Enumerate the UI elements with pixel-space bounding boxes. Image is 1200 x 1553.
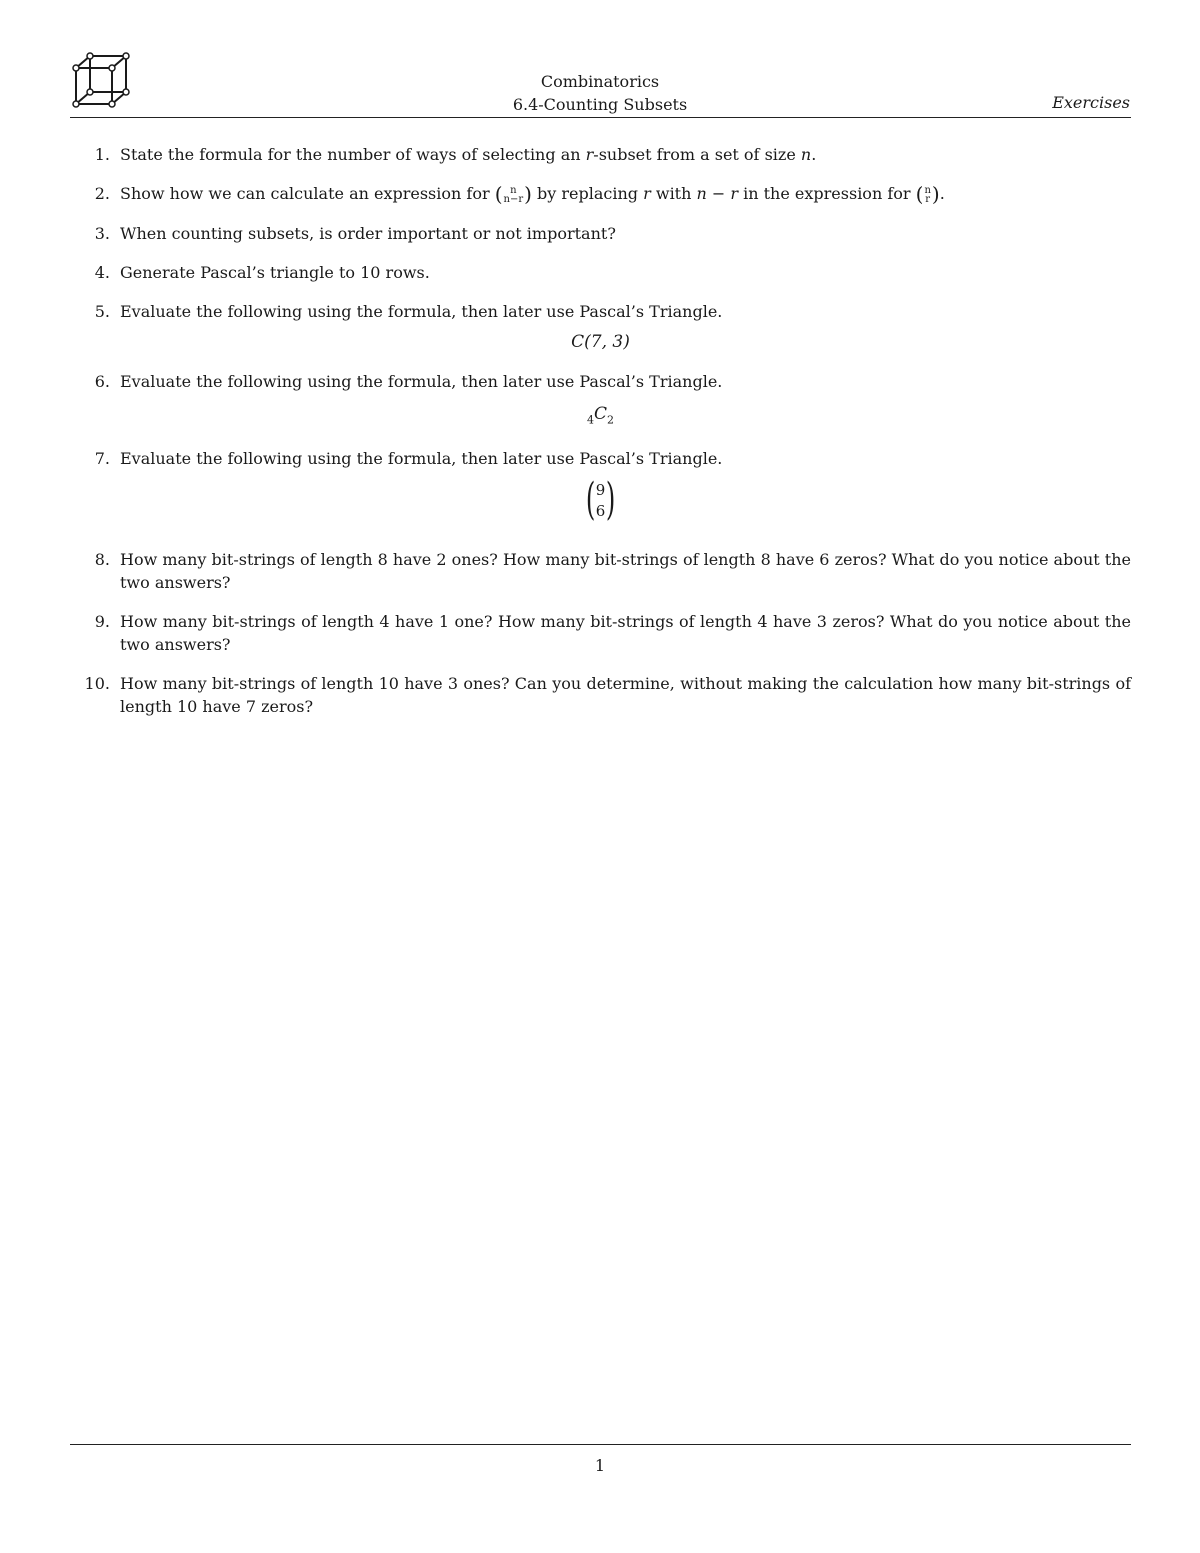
footer-rule bbox=[70, 1444, 1131, 1445]
exercise-number: 5. bbox=[94, 302, 110, 321]
exercise-text: with bbox=[650, 184, 697, 203]
document-title: Combinatorics bbox=[540, 72, 660, 91]
exercise-text: in the expression for bbox=[738, 184, 916, 203]
exercise-number: 3. bbox=[94, 224, 110, 243]
exercise-5 bbox=[70, 300, 1131, 354]
exercise-number: 1. bbox=[94, 145, 110, 164]
exercise-text: Show how we can calculate an expression for bbox=[120, 184, 495, 203]
exercise-number: 10. bbox=[84, 674, 110, 694]
page-number: 1 bbox=[594, 1456, 606, 1475]
exercise-text: State the formula for the number of ways of selecting an bbox=[120, 145, 586, 164]
exercise-number: 2. bbox=[94, 184, 110, 203]
binomial-coefficient: n r bbox=[924, 184, 931, 205]
document-subtitle: 6.4-Counting Subsets bbox=[512, 95, 688, 114]
math-var: r bbox=[643, 184, 651, 203]
exercise-8 bbox=[70, 548, 1131, 594]
exercise-1 bbox=[70, 143, 1131, 166]
exercise-text: Evaluate the following using the formula, then later use Pascal’s Triangle. bbox=[120, 372, 723, 391]
exercise-text: Generate Pascal’s triangle to 10 rows. bbox=[120, 263, 430, 282]
binomial-coefficient: ( 9 6 ) bbox=[585, 474, 616, 526]
exercise-number: 8. bbox=[94, 550, 110, 570]
exercise-text: . bbox=[811, 145, 817, 164]
exercise-text: When counting subsets, is order important or not important? bbox=[120, 224, 616, 243]
exercise-4 bbox=[70, 261, 1131, 284]
exercise-number: 7. bbox=[94, 449, 110, 469]
binomial-coefficient: n n−r bbox=[503, 184, 524, 205]
exercise-10 bbox=[70, 672, 1131, 718]
exercise-text: How many bit-strings of length 10 have 3 ones? Can you determine, without making the calculation how many bit-strings of length 10 have 7 zeros? bbox=[120, 674, 1131, 717]
display-math bbox=[70, 474, 1131, 532]
exercise-text: -subset from a set of size bbox=[593, 145, 801, 164]
exercise-number: 4. bbox=[94, 263, 110, 282]
page-header bbox=[0, 70, 1200, 116]
exercise-list bbox=[70, 143, 1131, 734]
header-rule bbox=[70, 117, 1131, 118]
display-math: $_4C_2$ bbox=[586, 404, 614, 427]
math-expr: n − r bbox=[696, 184, 739, 203]
exercise-9 bbox=[70, 610, 1131, 656]
exercise-2: 2. Show how we can calculate an expression for ( n n−r) by replacing r with n − r in the expression for (n r). bbox=[70, 182, 1131, 206]
exercise-3 bbox=[70, 222, 1131, 245]
display-math: C(7, 3) bbox=[571, 332, 630, 352]
exercise-7 bbox=[70, 447, 1131, 532]
exercise-number: 9. bbox=[94, 612, 110, 632]
exercise-number: 6. bbox=[94, 372, 110, 391]
exercise-text: How many bit-strings of length 4 have 1 one? How many bit-strings of length 4 have 3 zeros? What do you notice about the two answers? bbox=[120, 612, 1131, 655]
section-label: Exercises bbox=[1052, 93, 1130, 112]
math-var: r bbox=[585, 145, 594, 164]
exercise-text: . bbox=[939, 184, 945, 203]
math-var: n bbox=[800, 145, 812, 164]
exercise-text: by replacing bbox=[531, 184, 644, 203]
exercise-text: How many bit-strings of length 8 have 2 ones? How many bit-strings of length 8 have 6 zeros? What do you notice about the two answers? bbox=[120, 550, 1131, 593]
exercise-text: Evaluate the following using the formula, then later use Pascal’s Triangle. bbox=[120, 449, 723, 469]
exercise-6 bbox=[70, 370, 1131, 431]
exercise-text: Evaluate the following using the formula, then later use Pascal’s Triangle. bbox=[120, 302, 723, 321]
